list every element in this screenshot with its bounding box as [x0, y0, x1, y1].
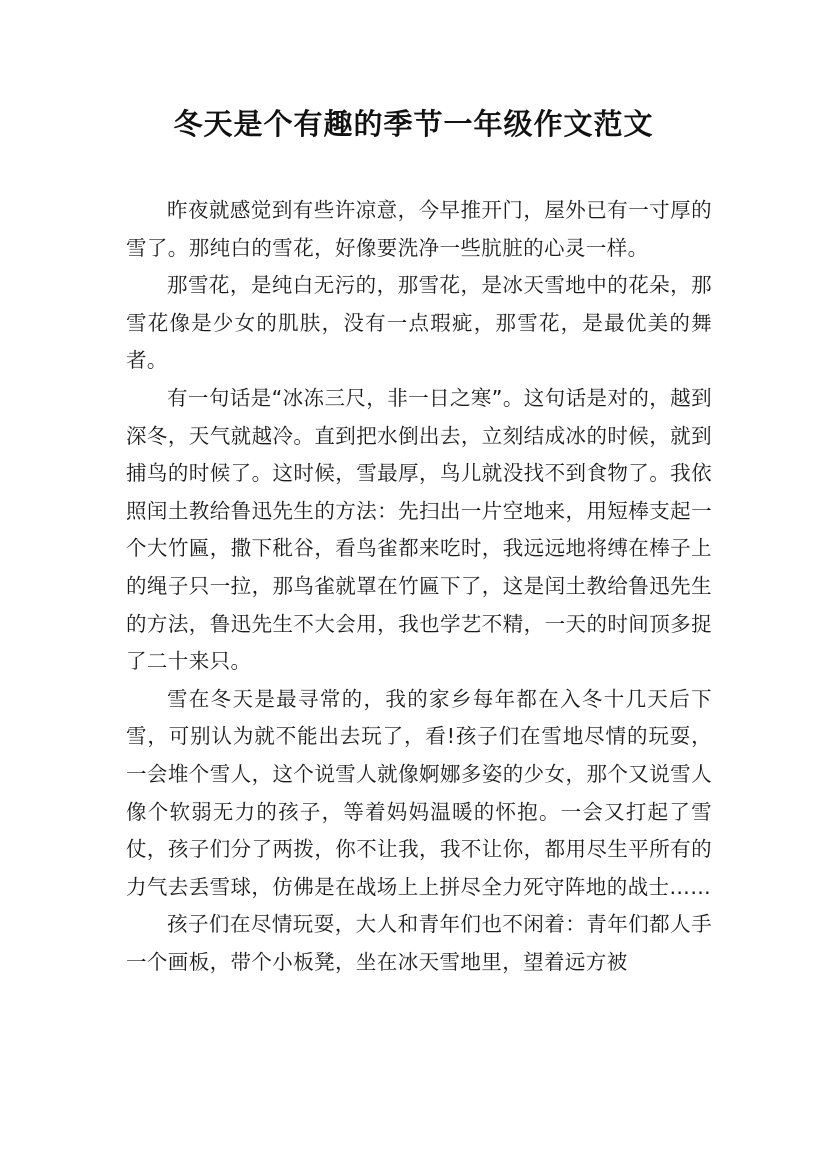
paragraph: 雪在冬天是最寻常的，我的家乡每年都在入冬十几天后下雪，可别认为就不能出去玩了，看!孩子们在雪地尽情的玩耍，一会堆个雪人，这个说雪人就像婀娜多姿的少女，那个又说雪人像个软弱无力的孩子，等着妈妈温暖的怀抱。一会又打起了雪仗，孩子们分了两拨，你不让我，我不让你，都用尽生平所有的力气去丢雪球，仿佛是在战场上上拼尽全力死守阵地的战士…… — [126, 686, 712, 899]
paragraph: 孩子们在尽情玩耍，大人和青年们也不闲着：青年们都人手一个画板，带个小板凳，坐在冰天雪地里，望着远方被 — [126, 912, 712, 974]
paragraph: 有一句话是“冰冻三尺，非一日之寒”。这句话是对的，越到深冬，天气就越冷。直到把水倒出去，立刻结成冰的时候，就到捕鸟的时候了。这时候，雪最厚，鸟儿就没找不到食物了。我依照闰土教给鲁迅先生的方法：先扫出一片空地来，用短棒支起一个大竹匾，撒下秕谷，看鸟雀都来吃时，我远远地将缚在棒子上的绳子只一拉，那鸟雀就罩在竹匾下了，这是闰土教给鲁迅先生的方法，鲁迅先生不大会用，我也学艺不精，一天的时间顶多捉了二十来只。 — [126, 385, 712, 674]
paragraph: 那雪花，是纯白无污的，那雪花，是冰天雪地中的花朵，那雪花像是少女的肌肤，没有一点瑕疵，那雪花，是最优美的舞者。 — [126, 273, 712, 373]
document-body — [126, 192, 712, 981]
paragraph: 昨夜就感觉到有些许凉意，今早推开门，屋外已有一寸厚的雪了。那纯白的雪花，好像要洗净一些肮脏的心灵一样。 — [126, 198, 712, 260]
document-title: 冬天是个有趣的季节一年级作文范文 — [173, 107, 654, 141]
